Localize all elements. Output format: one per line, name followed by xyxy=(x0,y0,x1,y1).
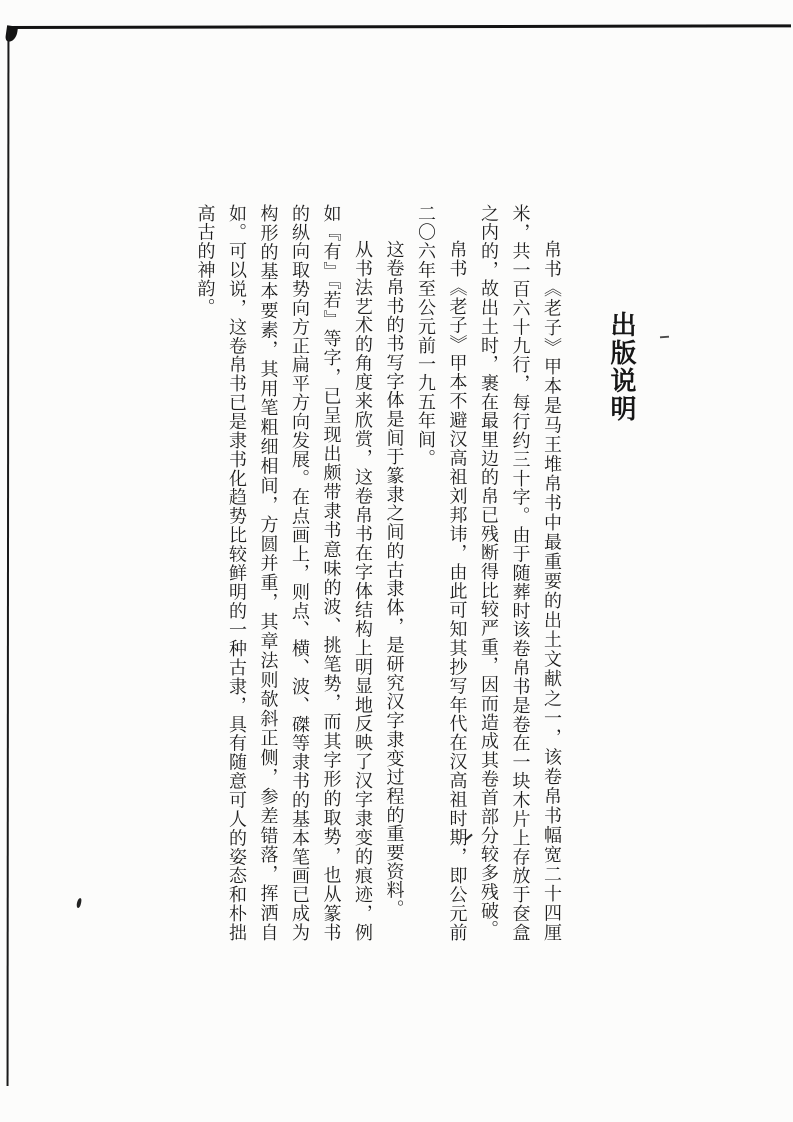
scan-left-edge-line xyxy=(7,30,10,1086)
paragraph: 从书法艺术的角度来欣赏，这卷帛书在字体结构上明显地反映了汉字隶变的痕迹，例如『有』『若』等字，已呈现出颇带隶书意味的波、挑笔势，而其字形的取势，也从篆书的纵向取势向方正扁平方向发展。在点画上，则点、横、波、磔等隶书的基本笔画已成为构形的基本要素，其用笔粗细相间，方圆并重，其章法则欹斜正侧，参差错落，挥洒自如。可以说，这卷帛书已是隶书化趋势比较鲜明的一种古隶，具有随意可人的姿态和朴拙高古的神韵。 xyxy=(194,204,373,942)
paragraph: 帛书《老子》甲本不避汉高祖刘邦讳，由此可知其抄写年代在汉高祖时期，即公元前二〇六年至公元前一九五年间。 xyxy=(415,204,468,942)
body-text xyxy=(189,204,567,942)
ink-speck xyxy=(660,336,669,339)
page-title: 出版说明 xyxy=(606,311,636,423)
ink-speck xyxy=(76,898,82,909)
scan-top-edge-line xyxy=(8,24,791,29)
paragraph: 帛书《老子》甲本是马王堆帛书中最重要的出土文献之一，该卷帛书幅宽二十四厘米，共一百六十九行，每行约三十字。由于随葬时该卷帛书是卷在一块木片上存放于奁盒之内的，故出土时，裹在最里边的帛已残断得比较严重，因而造成其卷首部分较多残破。 xyxy=(478,204,562,942)
paragraph: 这卷帛书的书写字体是间于篆隶之间的古隶体，是研究汉字隶变过程的重要资料。 xyxy=(383,240,405,919)
